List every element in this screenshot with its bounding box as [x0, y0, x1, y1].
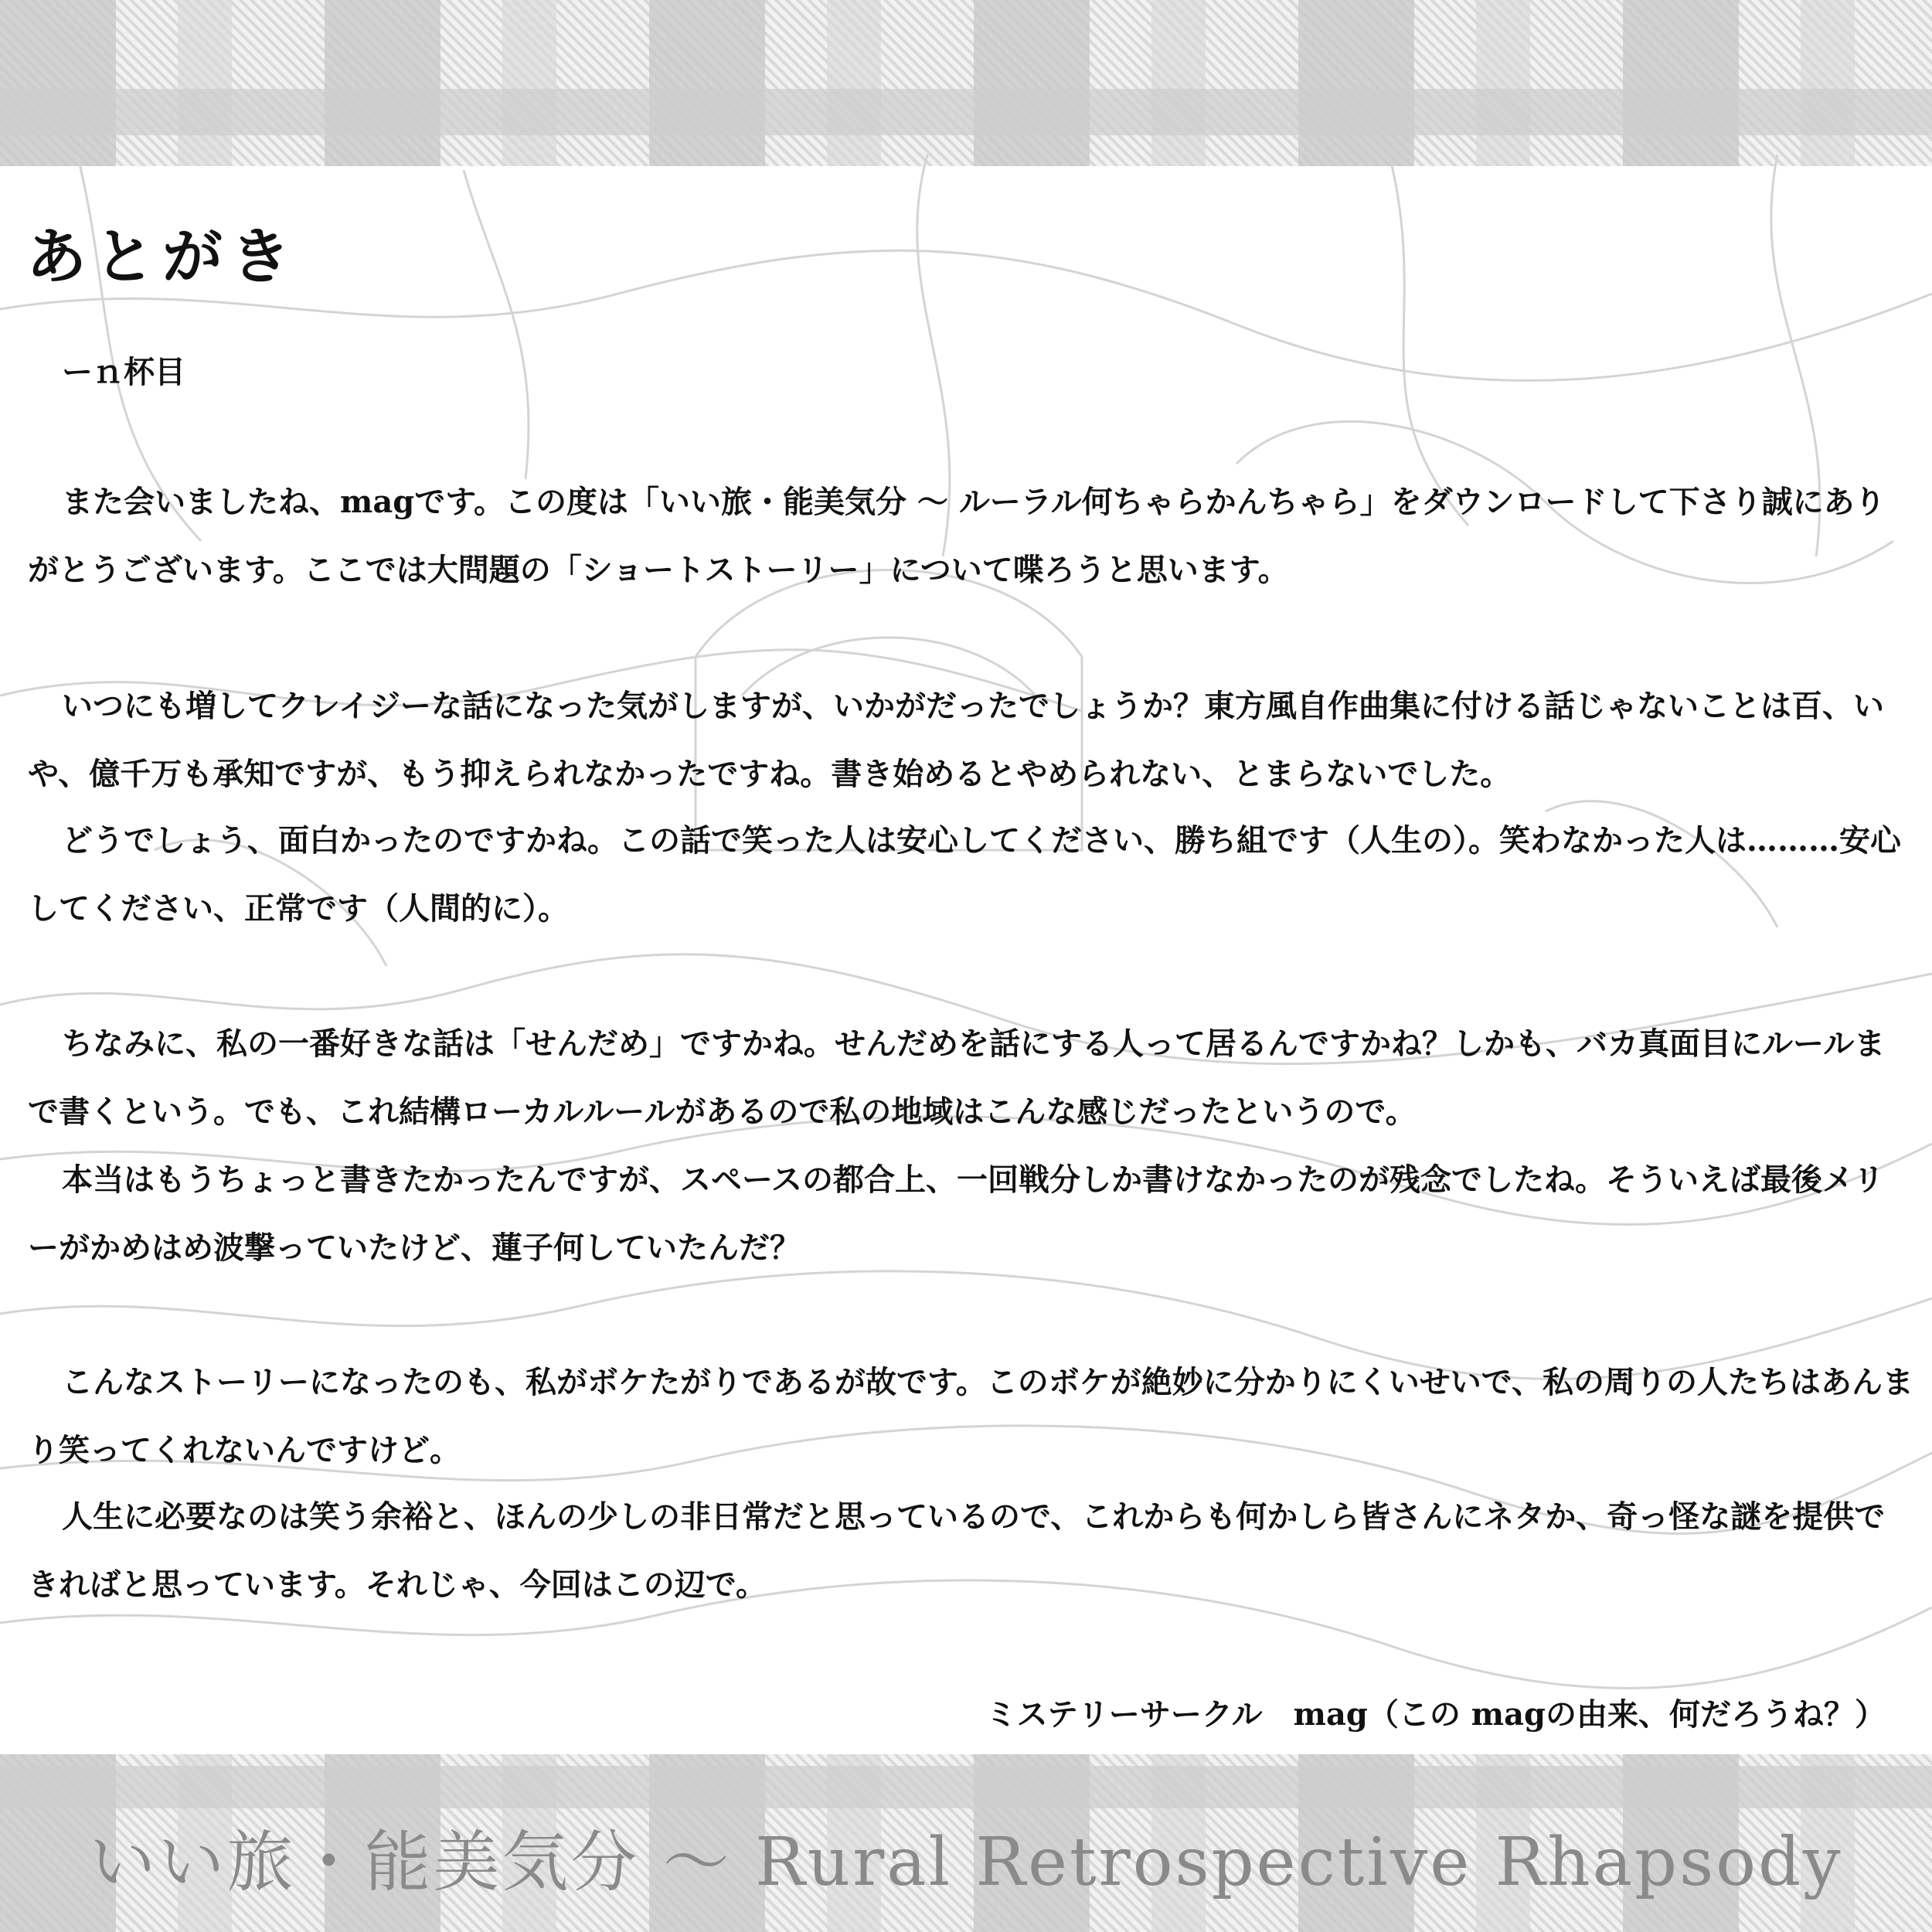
page-title: あとがき — [26, 222, 299, 292]
chapter-subtitle: ーｎ杯目 — [62, 354, 185, 390]
album-footer-title: いい旅・能美気分 ～ Rural Retrospective Rhapsody — [89, 1824, 1843, 1901]
paragraph-3: どうでしょう、面白かったのですかね。この話で笑った人は安心してください、勝ち組です（人生の）。笑わなかった人は………安心してください、正常です（人間的に）。 — [28, 822, 1901, 927]
paragraph-4: ちなみに、私の一番好きな話は「せんだめ」ですかね。せんだめを話にする人って居るんですかね？しかも、バカ真面目にルールまで書くという。でも、これ結構ローカルルールがあるので私の地域はこんな感じだったというので。 — [28, 1026, 1886, 1130]
paragraph-7: 人生に必要なのは笑う余裕と、ほんの少しの非日常だと思っているので、これからも何かしら皆さんにネタか、奇っ怪な謎を提供できればと思っています。それじゃ、今回はこの辺で。 — [28, 1498, 1886, 1603]
author-signature: ミステリーサークル mag（この magの由来、何だろうね？） — [985, 1696, 1886, 1733]
paragraph-6: こんなストーリーになったのも、私がボケたがりであるが故です。このボケが絶妙に分かりにくいせいで、私の周りの人たちはあんまり笑ってくれないんですけど。 — [28, 1364, 1913, 1468]
paragraph-1: また会いましたね、magです。この度は「いい旅・能美気分 ～ ルーラル何ちゃらかんちゃら」をダウンロードして下さり誠にありがとうございます。ここでは大問題の「ショートストーリー」について喋ろうと思います。 — [28, 484, 1886, 588]
paragraph-5: 本当はもうちょっと書きたかったんですが、スペースの都合上、一回戦分しか書けなかったのが残念でしたね。そういえば最後メリーがかめはめ波撃っていたけど、蓮子何していたんだ？ — [28, 1162, 1884, 1266]
paragraph-2: いつにも増してクレイジーな話になった気がしますが、いかがだったでしょうか？東方風自作曲集に付ける話じゃないことは百、いや、億千万も承知ですが、もう抑えられなかったですね。書き始めるとやめられない、とまらないでした。 — [28, 688, 1884, 792]
